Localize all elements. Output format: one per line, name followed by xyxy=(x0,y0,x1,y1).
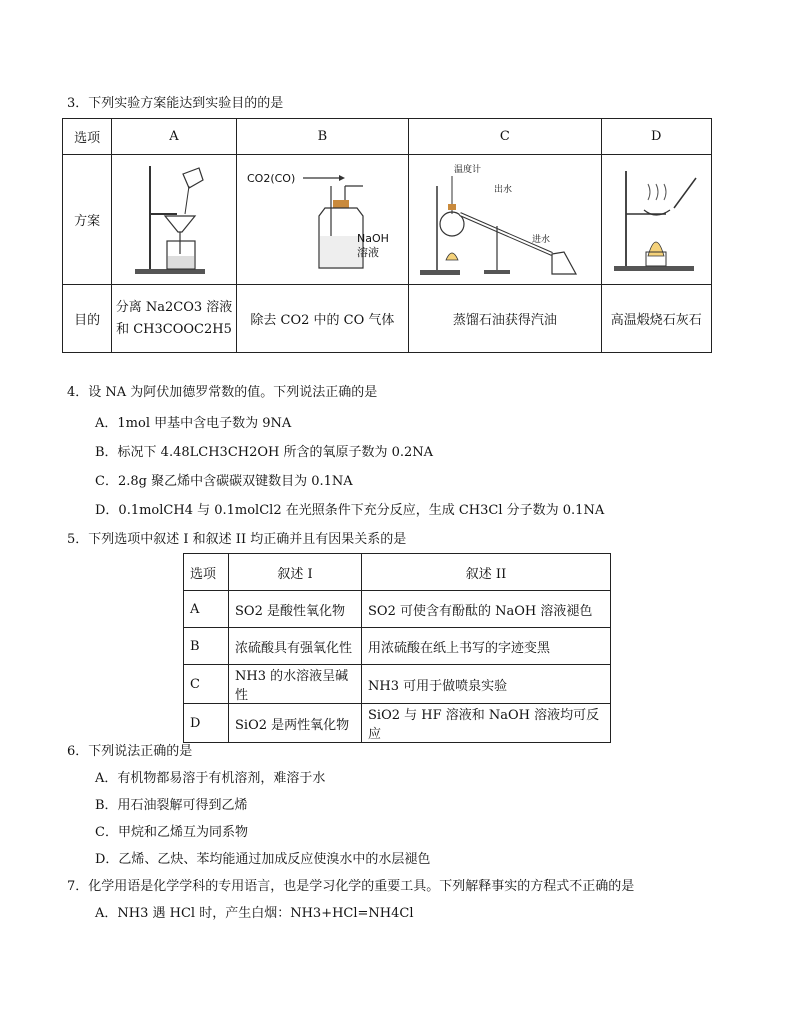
q5-row-a-option: A xyxy=(184,591,229,628)
q5-header-option: 选项 xyxy=(184,554,229,591)
q3-row-scheme-label: 方案 xyxy=(63,155,112,285)
scheme-c-thermometer-label: 温度计 xyxy=(453,164,481,175)
q3-goal-c: 蒸馏石油获得汽油 xyxy=(409,285,601,353)
q5-row-c-statement-1: NH3 的水溶液呈碱性 xyxy=(229,665,362,704)
q5-table xyxy=(183,553,611,743)
scheme-b-gas-label: CO2(CO) xyxy=(247,171,296,185)
q3-goal-a xyxy=(112,285,236,353)
q3-goal-a-line2: 和 CH3COOC2H5 xyxy=(116,321,232,337)
q3-header-c: C xyxy=(409,119,601,155)
q3-goal-b: 除去 CO2 中的 CO 气体 xyxy=(236,285,408,353)
q5-row-a-statement-1: SO2 是酸性氧化物 xyxy=(229,591,362,628)
q5-row-d xyxy=(184,704,611,743)
q7-stem: 7．化学用语是化学学科的专用语言，也是学习化学的重要工具。下列解释事实的方程式不正确的是 xyxy=(67,879,635,894)
q3-goal-d: 高温煅烧石灰石 xyxy=(601,285,711,353)
q6-option-b: B．用石油裂解可得到乙烯 xyxy=(95,798,248,813)
q5-row-d-statement-2: SiO2 与 HF 溶液和 NaOH 溶液均可反应 xyxy=(362,704,611,743)
q5-row-c xyxy=(184,665,611,704)
q3-scheme-c xyxy=(409,155,601,285)
gas-washing-bottle-diagram xyxy=(239,156,405,280)
q4-option-d: D．0.1molCH4 与 0.1molCl2 在光照条件下充分反应，生成 CH3Cl 分子数为 0.1NA xyxy=(95,503,605,518)
q3-header-d: D xyxy=(601,119,711,155)
q5-header-statement-1: 叙述 I xyxy=(229,554,362,591)
q5-row-d-statement-1: SiO2 是两性氧化物 xyxy=(229,704,362,743)
q5-row-b-option: B xyxy=(184,628,229,665)
q3-scheme-d xyxy=(601,155,711,285)
q6-stem: 6．下列说法正确的是 xyxy=(67,744,193,759)
q5-row-c-option: C xyxy=(184,665,229,704)
q5-row-b-statement-2: 用浓硫酸在纸上书写的字迹变黑 xyxy=(362,628,611,665)
q3-table xyxy=(62,118,712,353)
q6-option-d: D．乙烯、乙炔、苯均能通过加成反应使溴水中的水层褪色 xyxy=(95,852,431,867)
scheme-c-water-in-label: 进水 xyxy=(531,234,550,245)
q3-goal-a-line1: 分离 Na2CO3 溶液 xyxy=(115,299,233,315)
q4-option-c: C．2.8g 聚乙烯中含碳碳双键数目为 0.1NA xyxy=(95,474,353,489)
filtration-apparatus-diagram xyxy=(115,156,233,280)
q3-scheme-a xyxy=(112,155,236,285)
q4-stem: 4．设 NA 为阿伏加德罗常数的值。下列说法正确的是 xyxy=(67,385,378,400)
scheme-c-water-out-label: 出水 xyxy=(493,184,512,195)
q6-option-c: C．甲烷和乙烯互为同系物 xyxy=(95,825,248,840)
q5-row-b-statement-1: 浓硫酸具有强氧化性 xyxy=(229,628,362,665)
q3-scheme-b xyxy=(236,155,408,285)
q5-row-a-statement-2: SO2 可使含有酚酞的 NaOH 溶液褪色 xyxy=(362,591,611,628)
q3-row-goal-label: 目的 xyxy=(63,285,112,353)
q3-header-b: B xyxy=(236,119,408,155)
q5-row-c-statement-2: NH3 可用于做喷泉实验 xyxy=(362,665,611,704)
scheme-b-reagent-1: NaOH xyxy=(357,231,390,245)
q4-option-a: A．1mol 甲基中含电子数为 9NA xyxy=(95,416,292,431)
q5-row-b xyxy=(184,628,611,665)
q5-row-d-option: D xyxy=(184,704,229,743)
q3-header-option: 选项 xyxy=(63,119,112,155)
q5-header-statement-2: 叙述 II xyxy=(362,554,611,591)
q3-header-a: A xyxy=(112,119,236,155)
q5-stem: 5．下列选项中叙述 I 和叙述 II 均正确并且有因果关系的是 xyxy=(67,532,407,547)
q4-option-b: B．标况下 4.48LCH3CH2OH 所含的氧原子数为 0.2NA xyxy=(95,445,434,460)
distillation-apparatus-diagram xyxy=(412,156,598,280)
q3-stem: 3．下列实验方案能达到实验目的的是 xyxy=(67,96,284,111)
q5-row-a xyxy=(184,591,611,628)
calcination-apparatus-diagram xyxy=(604,156,708,280)
q6-option-a: A．有机物都易溶于有机溶剂，难溶于水 xyxy=(95,771,326,786)
scheme-b-reagent-2: 溶液 xyxy=(357,245,380,259)
q7-option-a: A．NH3 遇 HCl 时，产生白烟：NH3+HCl=NH4Cl xyxy=(95,906,414,921)
